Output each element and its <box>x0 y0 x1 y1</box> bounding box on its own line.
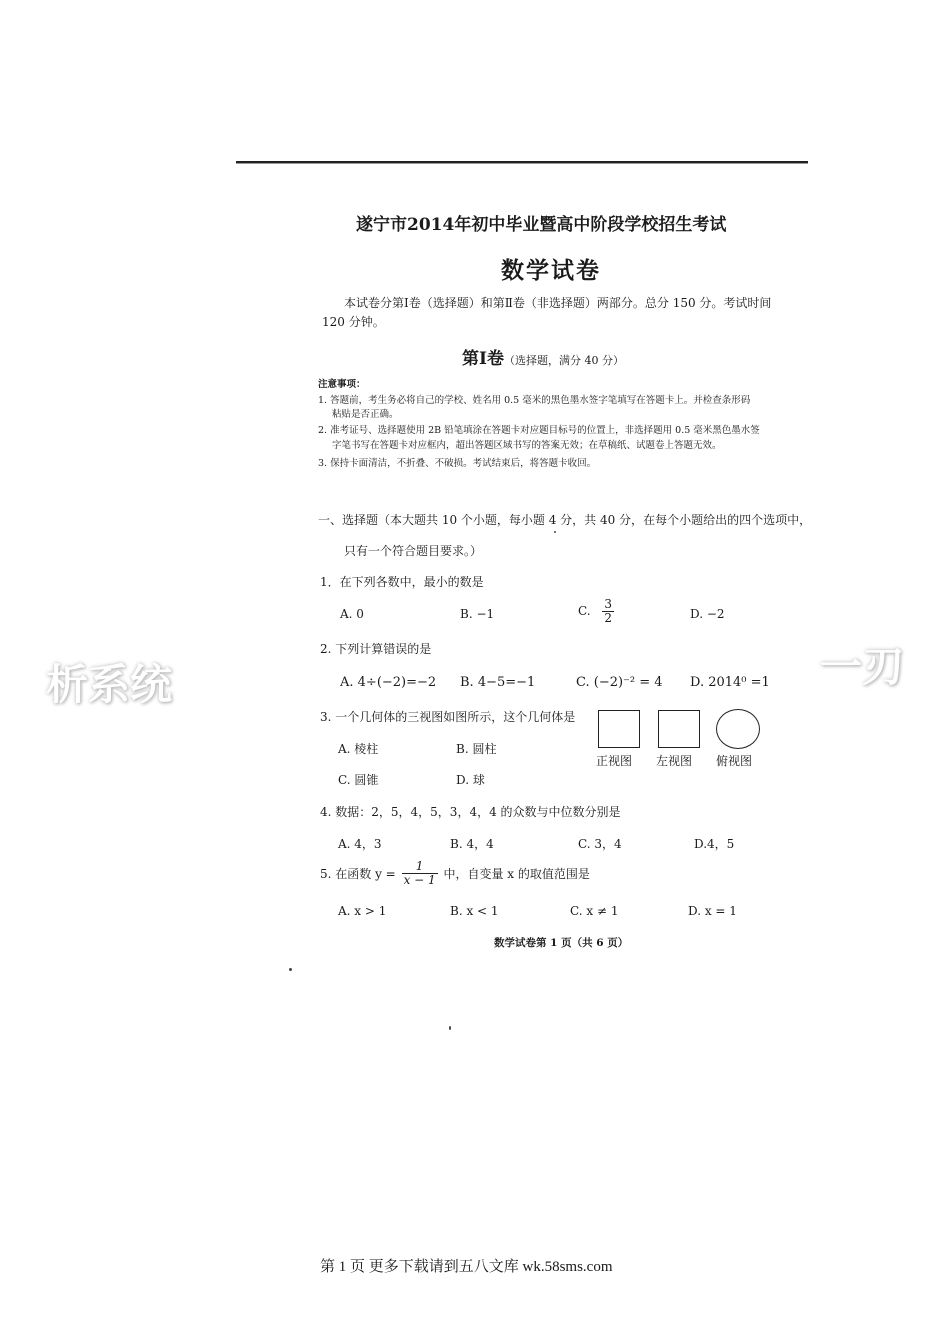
page-footer: 数学试卷第 1 页（共 6 页） <box>494 937 629 949</box>
q5-option-c: C. x ≠ 1 <box>570 904 619 918</box>
q5-stem-post: 中，自变量 x 的取值范围是 <box>443 867 590 882</box>
q5-option-d: D. x = 1 <box>688 904 737 918</box>
top-view-label: 俯视图 <box>716 754 753 768</box>
notice-item-3: 3. 保持卡面清洁，不折叠、不破损。考试结束后，将答题卡收回。 <box>318 458 597 469</box>
section-heading-note: （选择题，满分 40 分） <box>503 354 624 367</box>
q2-option-c: C. (−2)⁻² = 4 <box>576 675 663 690</box>
q5-fraction <box>402 860 438 887</box>
q4-option-a: A. 4，3 <box>338 837 382 851</box>
q5-stem <box>320 860 590 887</box>
intro-line-2: 120 分钟。 <box>322 315 385 329</box>
scan-speck <box>554 531 556 533</box>
section-heading-main: 第Ⅰ卷 <box>462 349 504 369</box>
notice-item-2-cont: 字笔书写在答题卡对应框内，超出答题区域书写的答案无效；在草稿纸、试题卷上答题无效。 <box>332 440 722 451</box>
q1-option-c-label: C. <box>578 604 591 619</box>
q1-option-c <box>578 598 614 625</box>
q1-option-b: B. −1 <box>460 607 495 621</box>
notice-item-2: 2. 准考证号、选择题使用 2B 铅笔填涂在答题卡对应题目标号的位置上，非选择题用 0.5 毫米黑色墨水签 <box>318 425 760 436</box>
watermark-left: 析系统 <box>46 660 173 709</box>
part1-heading-line-1: 一、选择题（本大题共 10 个小题，每小题 4 分，共 40 分，在每个小题给出的四个选项中， <box>318 513 812 527</box>
q3-option-b: B. 圆柱 <box>456 742 497 756</box>
top-view-circle <box>716 709 760 749</box>
q4-option-b: B. 4，4 <box>450 837 494 851</box>
q4-option-d: D.4，5 <box>694 837 735 851</box>
scan-speck <box>289 968 292 971</box>
q2-option-d: D. 2014⁰ =1 <box>690 675 770 690</box>
q5-option-a: A. x > 1 <box>338 904 387 918</box>
q2-option-b: B. 4−5=−1 <box>460 675 536 690</box>
section-heading <box>462 344 624 369</box>
q5-fraction-numerator: 1 <box>402 860 438 874</box>
intro-line-1: 本试卷分第Ⅰ卷（选择题）和第Ⅱ卷（非选择题）两部分。总分 150 分。考试时间 <box>344 296 772 310</box>
q2-option-a: A. 4÷(−2)=−2 <box>340 675 437 690</box>
q1-fraction-denominator: 2 <box>604 611 613 626</box>
q3-option-c: C. 圆锥 <box>338 773 379 787</box>
watermark-right: 一刃 <box>820 642 905 691</box>
q5-option-b: B. x < 1 <box>450 904 499 918</box>
q1-option-c-fraction <box>602 598 614 625</box>
top-rule-shadow <box>236 163 808 164</box>
notice-item-1-cont: 粘贴是否正确。 <box>332 409 399 420</box>
q1-option-d: D. −2 <box>690 607 725 621</box>
part1-heading-line-2: 只有一个符合题目要求。） <box>344 544 483 558</box>
notice-title: 注意事项： <box>318 379 366 390</box>
exam-title: 遂宁市2014年初中毕业暨高中阶段学校招生考试 <box>356 215 727 235</box>
left-view-label: 左视图 <box>656 754 693 768</box>
exam-subtitle: 数学试卷 <box>501 257 601 284</box>
q2-stem: 2. 下列计算错误的是 <box>320 642 432 656</box>
q3-stem: 3. 一个几何体的三视图如图所示，这个几何体是 <box>320 710 576 724</box>
q1-fraction-numerator: 3 <box>604 597 613 611</box>
front-view-label: 正视图 <box>596 754 633 768</box>
q5-stem-pre: 5. 在函数 y = <box>320 867 396 882</box>
q5-fraction-denominator: x − 1 <box>403 873 436 888</box>
download-footer: 第 1 页 更多下载请到五八文库 wk.58sms.com <box>320 1259 613 1275</box>
left-view-square <box>658 710 700 748</box>
front-view-square <box>598 710 640 748</box>
q1-option-a: A. 0 <box>340 607 364 621</box>
q1-stem: 1．在下列各数中，最小的数是 <box>320 575 484 589</box>
q4-stem: 4. 数据：2，5，4，5，3，4，4 的众数与中位数分别是 <box>320 805 621 819</box>
q3-option-d: D. 球 <box>456 773 485 787</box>
q3-option-a: A. 棱柱 <box>338 742 379 756</box>
q4-option-c: C. 3，4 <box>578 837 622 851</box>
notice-item-1: 1. 答题前，考生务必将自己的学校、姓名用 0.5 毫米的黑色墨水签字笔填写在答题卡上。并检查条形码 <box>318 395 751 406</box>
scan-speck <box>449 1026 451 1030</box>
